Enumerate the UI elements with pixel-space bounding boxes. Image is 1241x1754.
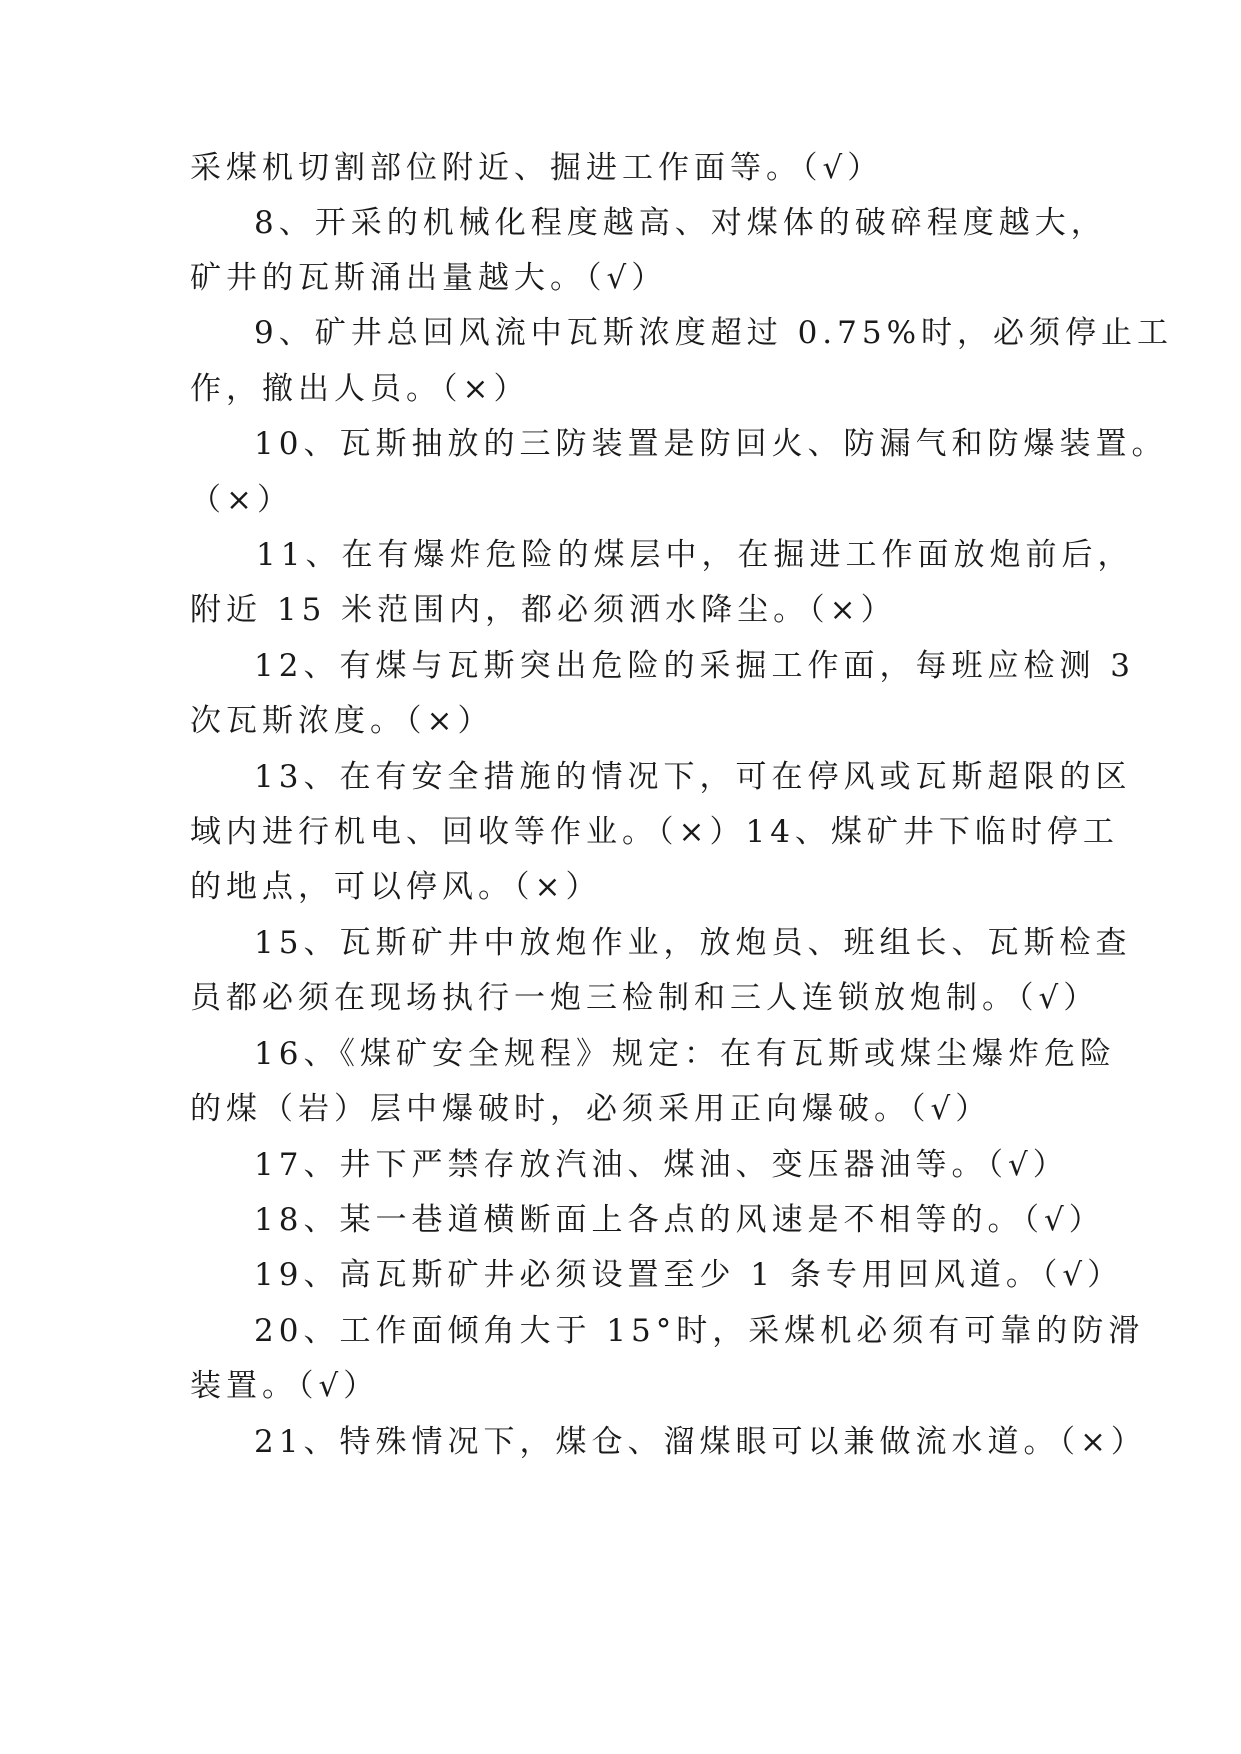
- question-11: 11、在有爆炸危险的煤层中，在掘进工作面放炮前后，: [256, 537, 1134, 573]
- question-20: 20、工作面倾角大于 15°时，采煤机必须有可靠的防滑: [254, 1313, 1145, 1349]
- question-18: 18、某一巷道横断面上各点的风速是不相等的。（√）: [254, 1202, 1105, 1238]
- text-line: 次瓦斯浓度。（×）: [190, 703, 494, 739]
- question-15: 15、瓦斯矿井中放炮作业，放炮员、班组长、瓦斯检查: [254, 925, 1132, 961]
- question-10: 10、瓦斯抽放的三防装置是防回火、防漏气和防爆装置。: [254, 426, 1168, 462]
- question-8: 8、开采的机械化程度越高、对煤体的破碎程度越大，: [254, 205, 1107, 241]
- text-line: 采煤机切割部位附近、掘进工作面等。（√）: [190, 150, 884, 186]
- question-13: 13、在有安全措施的情况下，可在停风或瓦斯超限的区: [254, 759, 1132, 795]
- text-line: 作，撤出人员。（×）: [190, 371, 530, 407]
- text-line: 附近 15 米范围内，都必须洒水降尘。（×）: [190, 592, 897, 628]
- text-line: 域内进行机电、回收等作业。（×）14、煤矿井下临时停工: [190, 814, 1119, 850]
- text-line: 的地点，可以停风。（×）: [190, 869, 602, 905]
- question-16: 16、《煤矿安全规程》规定：在有瓦斯或煤尘爆炸危险: [254, 1036, 1116, 1072]
- text-line: 矿井的瓦斯涌出量越大。（√）: [190, 260, 668, 296]
- question-21: 21、特殊情况下，煤仓、溜煤眼可以兼做流水道。（×）: [254, 1424, 1147, 1460]
- text-line: 的煤（岩）层中爆破时，必须采用正向爆破。（√）: [190, 1091, 992, 1127]
- text-line: 员都必须在现场执行一炮三检制和三人连锁放炮制。（√）: [190, 980, 1100, 1016]
- question-17: 17、井下严禁存放汽油、煤油、变压器油等。（√）: [254, 1147, 1069, 1183]
- question-9: 9、矿井总回风流中瓦斯浓度超过 0.75%时，必须停止工: [254, 315, 1174, 351]
- text-line: 装置。（√）: [190, 1368, 380, 1404]
- question-19: 19、高瓦斯矿井必须设置至少 1 条专用回风道。（√）: [254, 1257, 1124, 1293]
- text-line: （×）: [190, 482, 293, 518]
- question-12: 12、有煤与瓦斯突出危险的采掘工作面，每班应检测 3: [254, 648, 1136, 684]
